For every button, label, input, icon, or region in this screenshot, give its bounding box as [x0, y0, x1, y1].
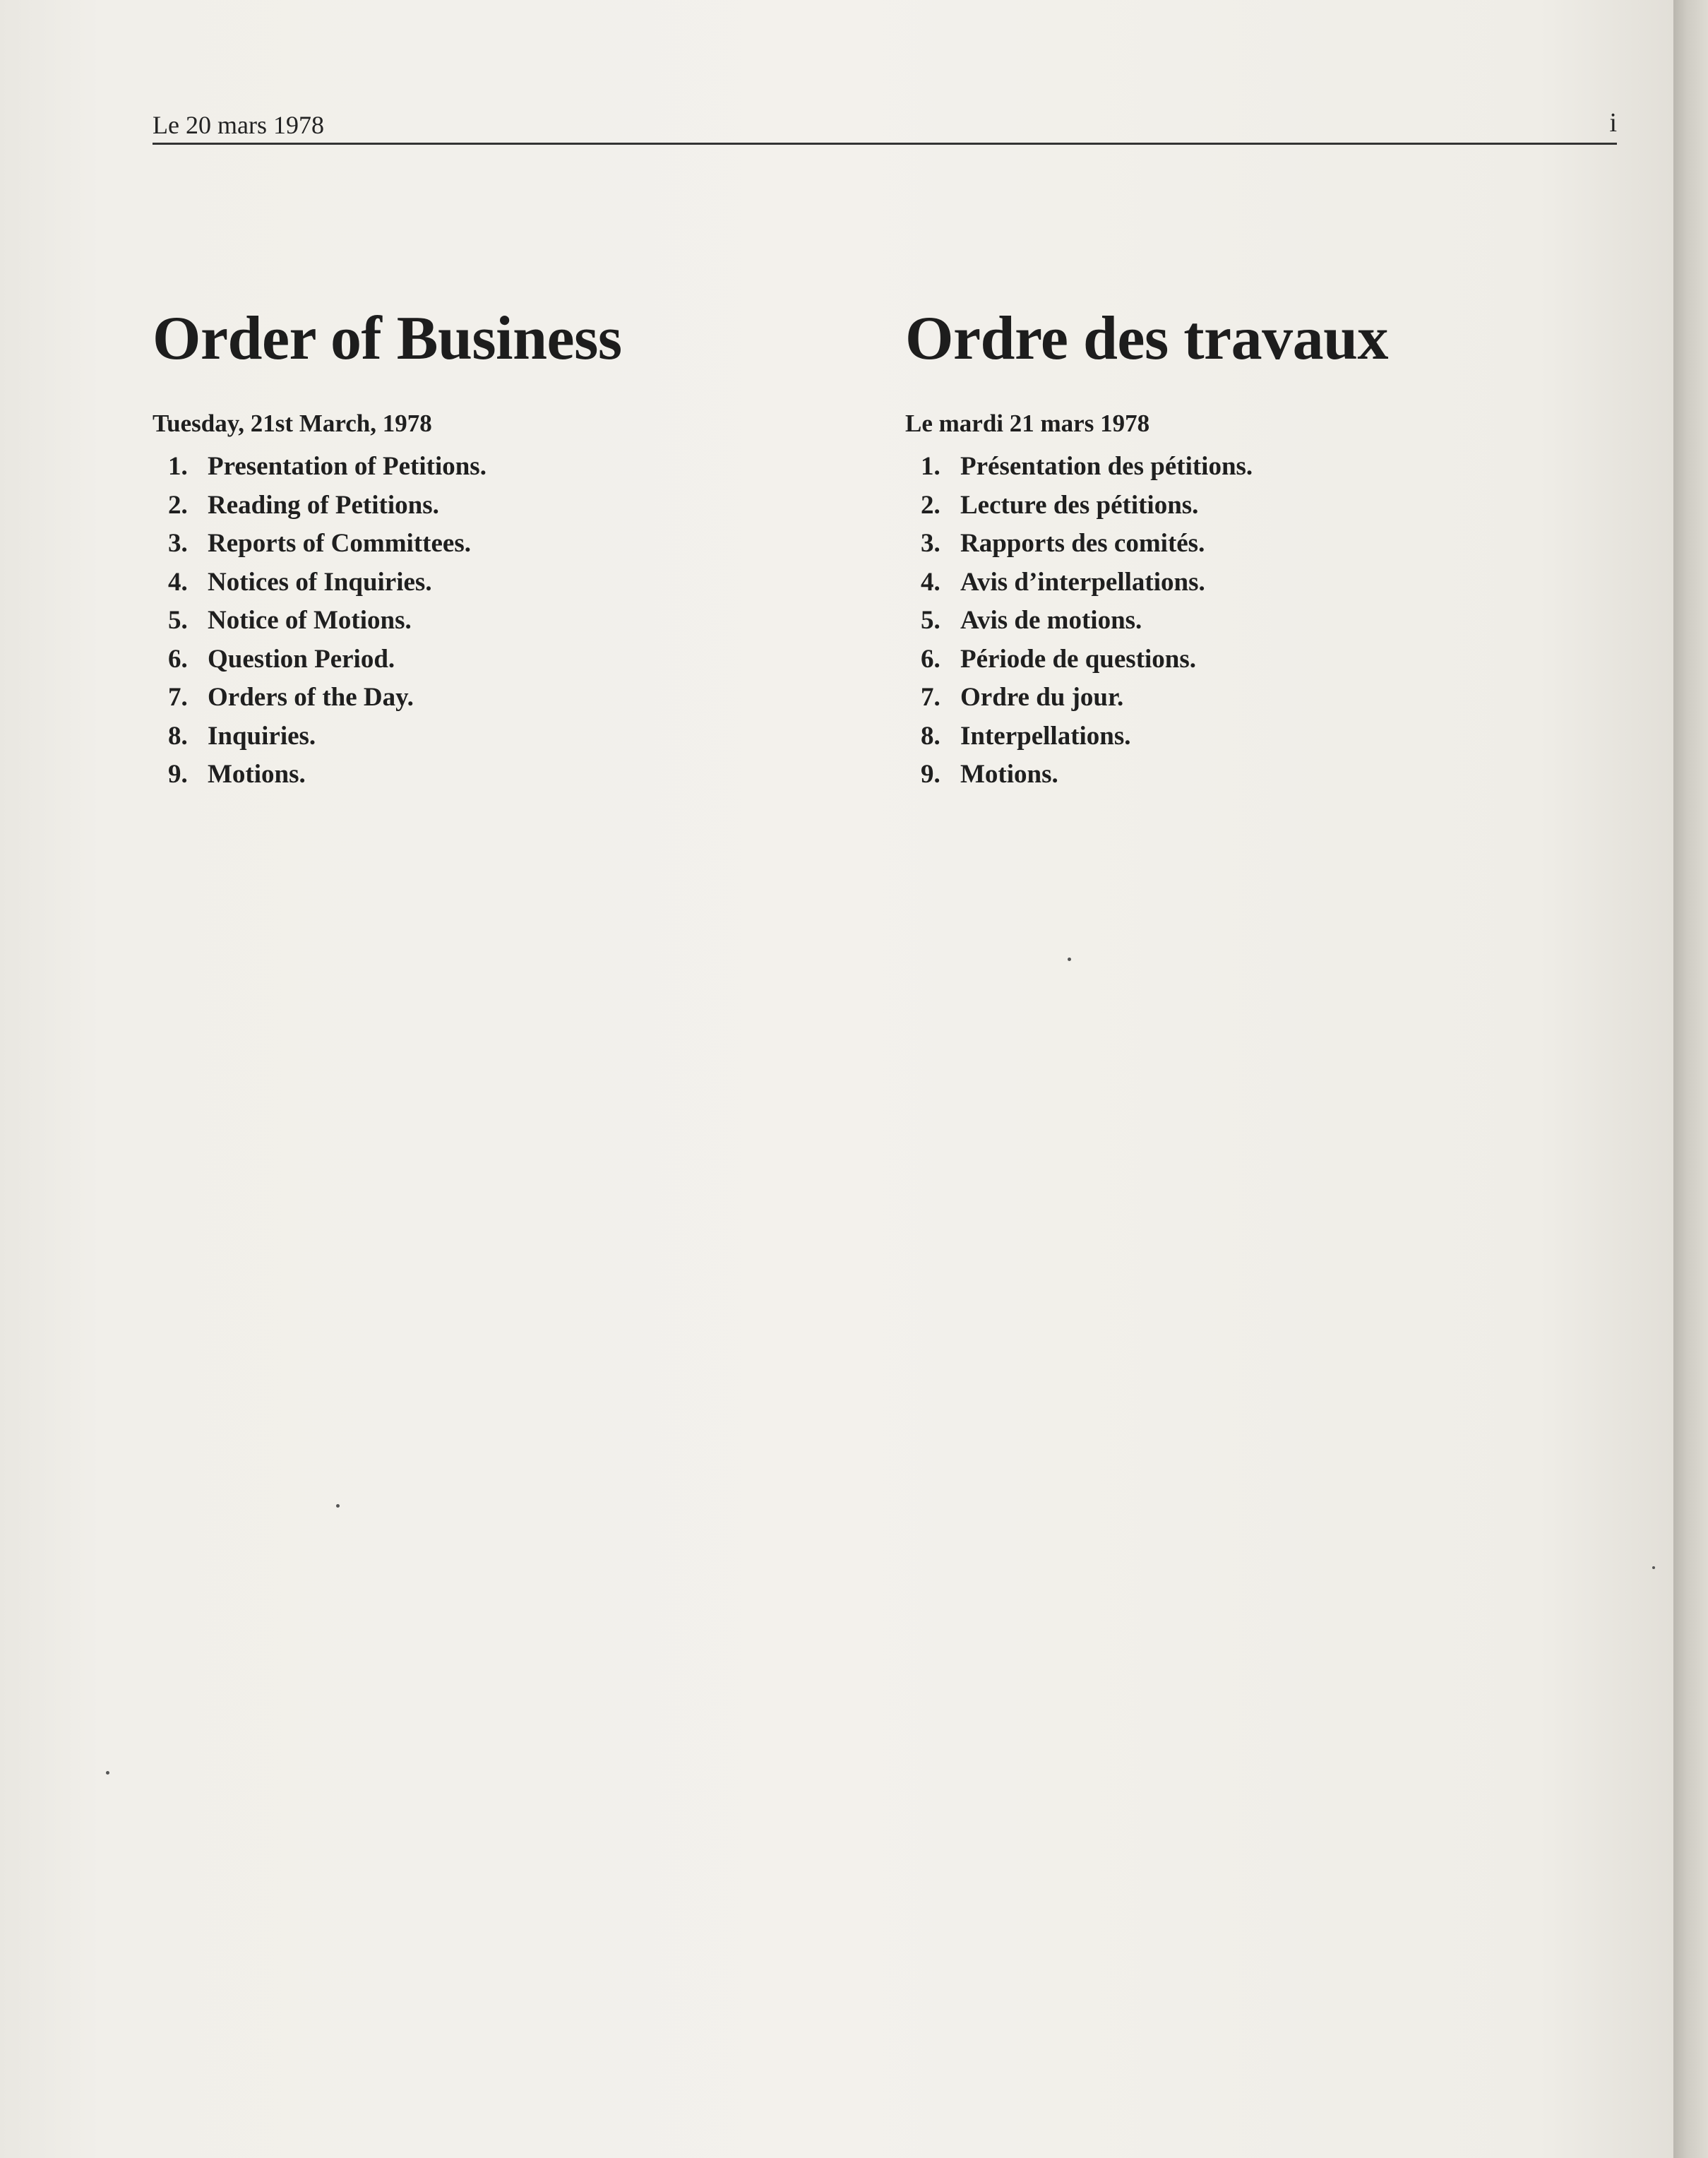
list-item [168, 640, 859, 679]
item-number: 8. [168, 721, 188, 751]
item-text: Motions. [960, 760, 1058, 789]
running-head [153, 106, 1617, 145]
item-text: Notice of Motions. [208, 606, 412, 635]
list-item [921, 756, 1611, 794]
item-number: 4. [168, 567, 188, 597]
list-item [168, 448, 859, 487]
binding-edge [1673, 0, 1708, 2158]
item-text: Interpellations. [960, 721, 1131, 751]
item-number: 7. [921, 683, 940, 712]
item-number: 9. [168, 760, 188, 789]
item-text: Presentation of Petitions. [208, 452, 486, 481]
list-item [921, 525, 1611, 564]
list-item [168, 602, 859, 640]
item-number: 3. [168, 529, 188, 558]
item-text: Orders of the Day. [208, 683, 414, 712]
list-item [168, 717, 859, 756]
list-item [921, 717, 1611, 756]
page-number: i [1609, 108, 1617, 138]
item-number: 5. [921, 606, 940, 635]
list-item [168, 564, 859, 602]
item-number: 7. [168, 683, 188, 712]
item-text: Lecture des pétitions. [960, 490, 1199, 520]
item-text: Question Period. [208, 644, 395, 674]
list-item [168, 525, 859, 564]
item-text: Rapports des comités. [960, 529, 1205, 558]
paper-speck [336, 1504, 340, 1508]
item-number: 3. [921, 529, 940, 558]
item-number: 8. [921, 721, 940, 751]
list-item [921, 487, 1611, 525]
french-order-list [921, 448, 1611, 794]
item-text: Notices of Inquiries. [208, 567, 432, 597]
item-number: 6. [168, 644, 188, 674]
paper-speck [106, 1771, 109, 1775]
item-number: 1. [921, 452, 940, 481]
item-number: 1. [168, 452, 188, 481]
french-title: Ordre des travaux [905, 304, 1389, 373]
item-text: Reports of Committees. [208, 529, 471, 558]
english-order-list [168, 448, 859, 794]
list-item [168, 756, 859, 794]
list-item [921, 679, 1611, 717]
running-head-date: Le 20 mars 1978 [153, 111, 324, 139]
paper-speck [1652, 1566, 1655, 1569]
list-item [921, 640, 1611, 679]
item-text: Avis de motions. [960, 606, 1142, 635]
item-number: 5. [168, 606, 188, 635]
french-column [905, 304, 1611, 794]
paper-speck [1068, 958, 1071, 961]
item-text: Reading of Petitions. [208, 490, 439, 520]
french-date: Le mardi 21 mars 1978 [905, 410, 1150, 437]
item-text: Période de questions. [960, 644, 1197, 674]
item-number: 2. [168, 490, 188, 520]
english-column [153, 304, 859, 794]
english-title: Order of Business [153, 304, 622, 373]
item-number: 4. [921, 567, 940, 597]
list-item [921, 602, 1611, 640]
list-item [921, 564, 1611, 602]
list-item [921, 448, 1611, 487]
list-item [168, 679, 859, 717]
item-number: 9. [921, 760, 940, 789]
list-item [168, 487, 859, 525]
item-text: Ordre du jour. [960, 683, 1124, 712]
item-text: Avis d’interpellations. [960, 567, 1205, 597]
item-number: 6. [921, 644, 940, 674]
item-number: 2. [921, 490, 940, 520]
item-text: Motions. [208, 760, 306, 789]
item-text: Présentation des pétitions. [960, 452, 1253, 481]
item-text: Inquiries. [208, 721, 316, 751]
english-date: Tuesday, 21st March, 1978 [153, 410, 432, 437]
